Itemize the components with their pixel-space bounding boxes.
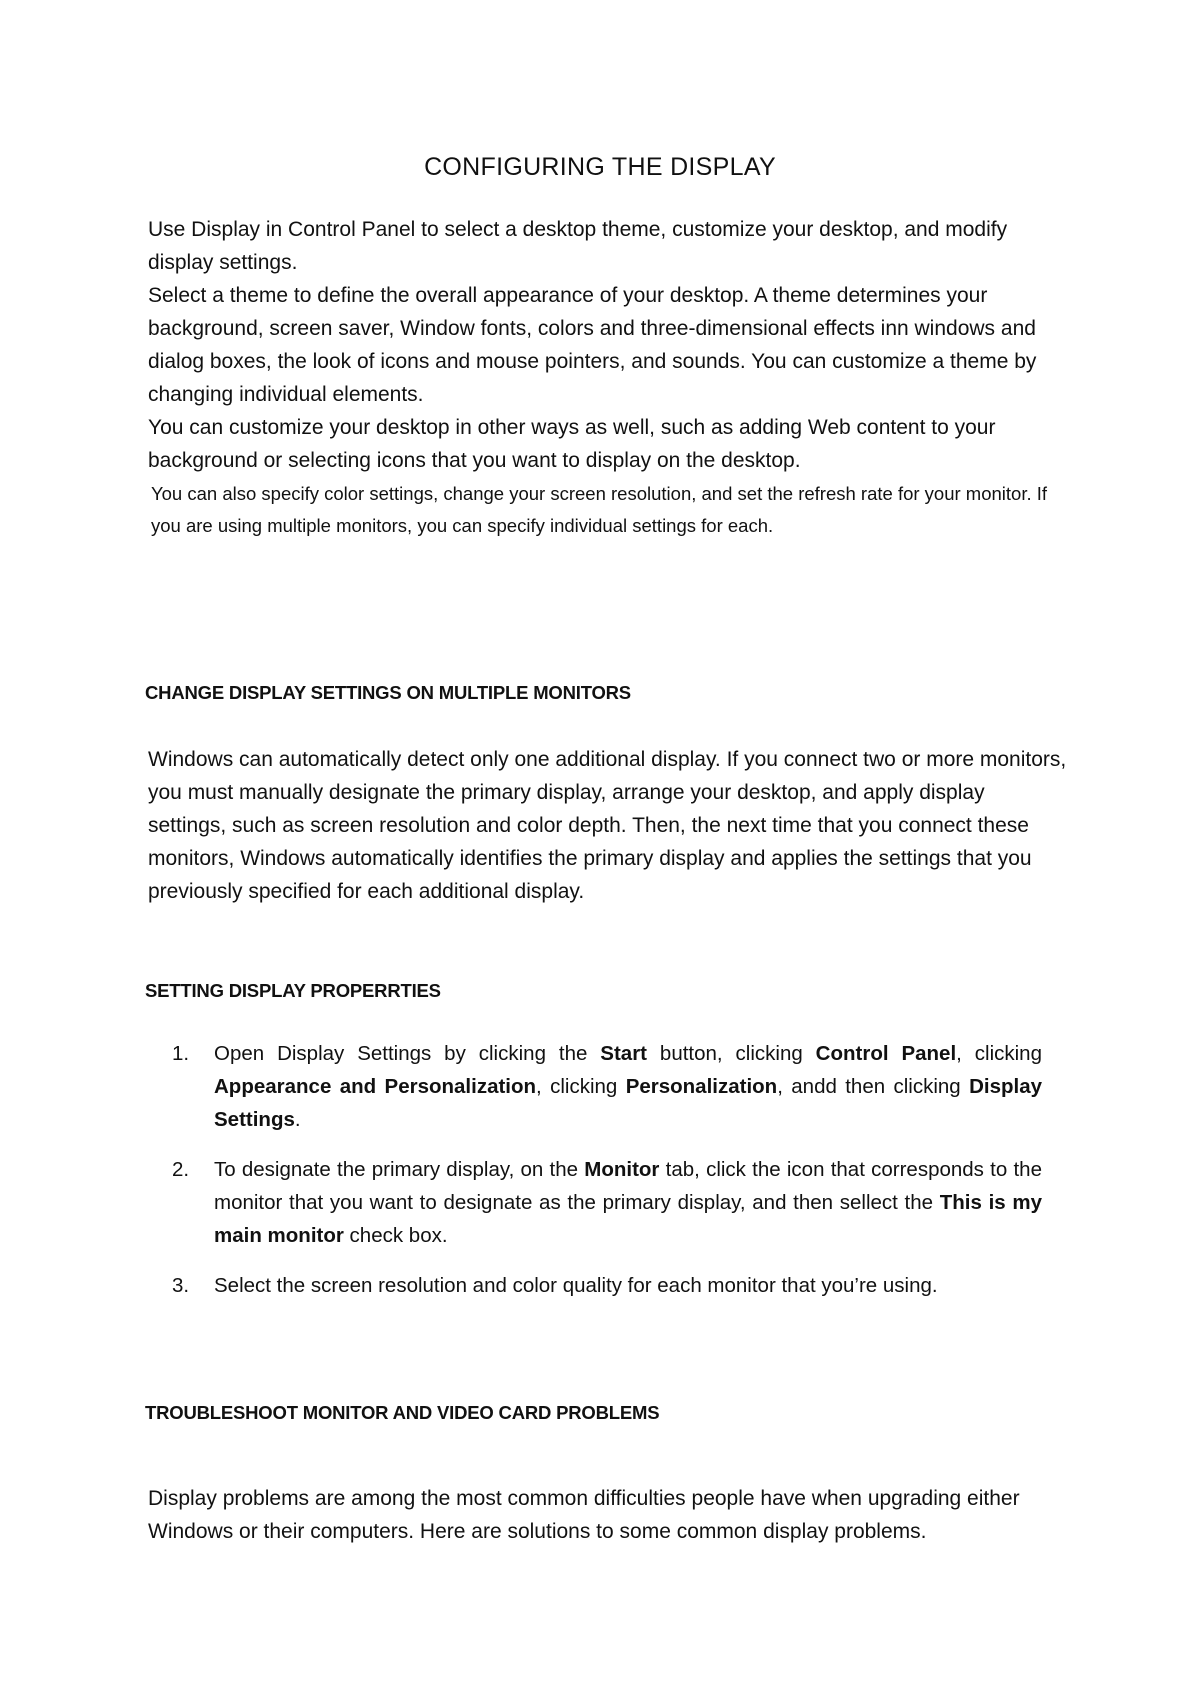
step-text: , clicking — [536, 1075, 626, 1098]
step-text: To designate the primary display, on the — [214, 1158, 585, 1181]
step-text: Open Display Settings by clicking the — [214, 1042, 601, 1065]
list-item — [172, 1037, 1042, 1136]
step-ui-term: Appearance and Personalization — [214, 1075, 537, 1098]
list-item-number: 3. — [172, 1274, 190, 1297]
intro-paragraph-4: You can also specify color settings, change your screen resolution, and set the refresh rate for your monitor. If you are using multiple monitors, you can specify individual settings for each. — [151, 483, 1048, 536]
step-ui-term: This is my main monitor — [214, 1191, 1042, 1247]
heading-multiple-monitors: CHANGE DISPLAY SETTINGS ON MULTIPLE MONITORS — [145, 682, 631, 703]
troubleshoot-paragraph: Display problems are among the most common difficulties people have when upgrading either Windows or their computers. Here are solutions to some common display problems. — [148, 1487, 1020, 1543]
intro-paragraph-2: Select a theme to define the overall appearance of your desktop. A theme determines your background, screen saver, Window fonts, colors and three-dimensional effects inn windows and dialog boxes, the look of icons and mouse pointers, and sounds. You can customize a theme by changing individual elements. — [148, 284, 1037, 406]
step-ui-term: Display Settings — [214, 1075, 1042, 1131]
document-title: CONFIGURING THE DISPLAY — [424, 153, 776, 181]
intro-paragraph-3: You can customize your desktop in other ways as well, such as adding Web content to your background or selecting icons that you want to display on the desktop. — [148, 416, 996, 472]
list-item — [172, 1153, 1042, 1252]
multiple-monitors-paragraph: Windows can automatically detect only one additional display. If you connect two or more monitors, you must manually designate the primary display, arrange your desktop, and apply display settings, such as screen resolution and color depth. Then, the next time that you connect these monitors, Windows automatically identifies the primary display and applies the settings that you previously specified for each additional display. — [148, 748, 1067, 903]
list-item-number: 1. — [172, 1042, 190, 1065]
list-item-number: 2. — [172, 1158, 190, 1181]
step-ui-term: Control Panel — [815, 1042, 957, 1065]
step-text: . — [294, 1108, 301, 1131]
heading-display-properties: SETTING DISPLAY PROPERRTIES — [145, 980, 441, 1001]
step-text: tab, click the icon that corresponds to the monitor that you want to designate as the primary display, and then sellect the — [214, 1158, 1042, 1214]
heading-troubleshoot: TROUBLESHOOT MONITOR AND VIDEO CARD PROBLEMS — [145, 1402, 660, 1423]
step-text: , andd then clicking — [777, 1075, 970, 1098]
step-ui-term: Personalization — [625, 1075, 778, 1098]
display-properties-steps — [172, 1037, 1042, 1302]
step-text: button, clicking — [647, 1042, 816, 1065]
step-text: , clicking — [956, 1042, 1042, 1065]
step-text: check box. — [343, 1224, 448, 1247]
intro-paragraph-1: Use Display in Control Panel to select a desktop theme, customize your desktop, and modify display settings. — [148, 218, 1008, 274]
list-item — [172, 1269, 1042, 1302]
step-text: Select the screen resolution and color quality for each monitor that you’re using. — [214, 1274, 938, 1297]
step-ui-term: Start — [600, 1042, 648, 1065]
step-ui-term: Monitor — [584, 1158, 660, 1181]
